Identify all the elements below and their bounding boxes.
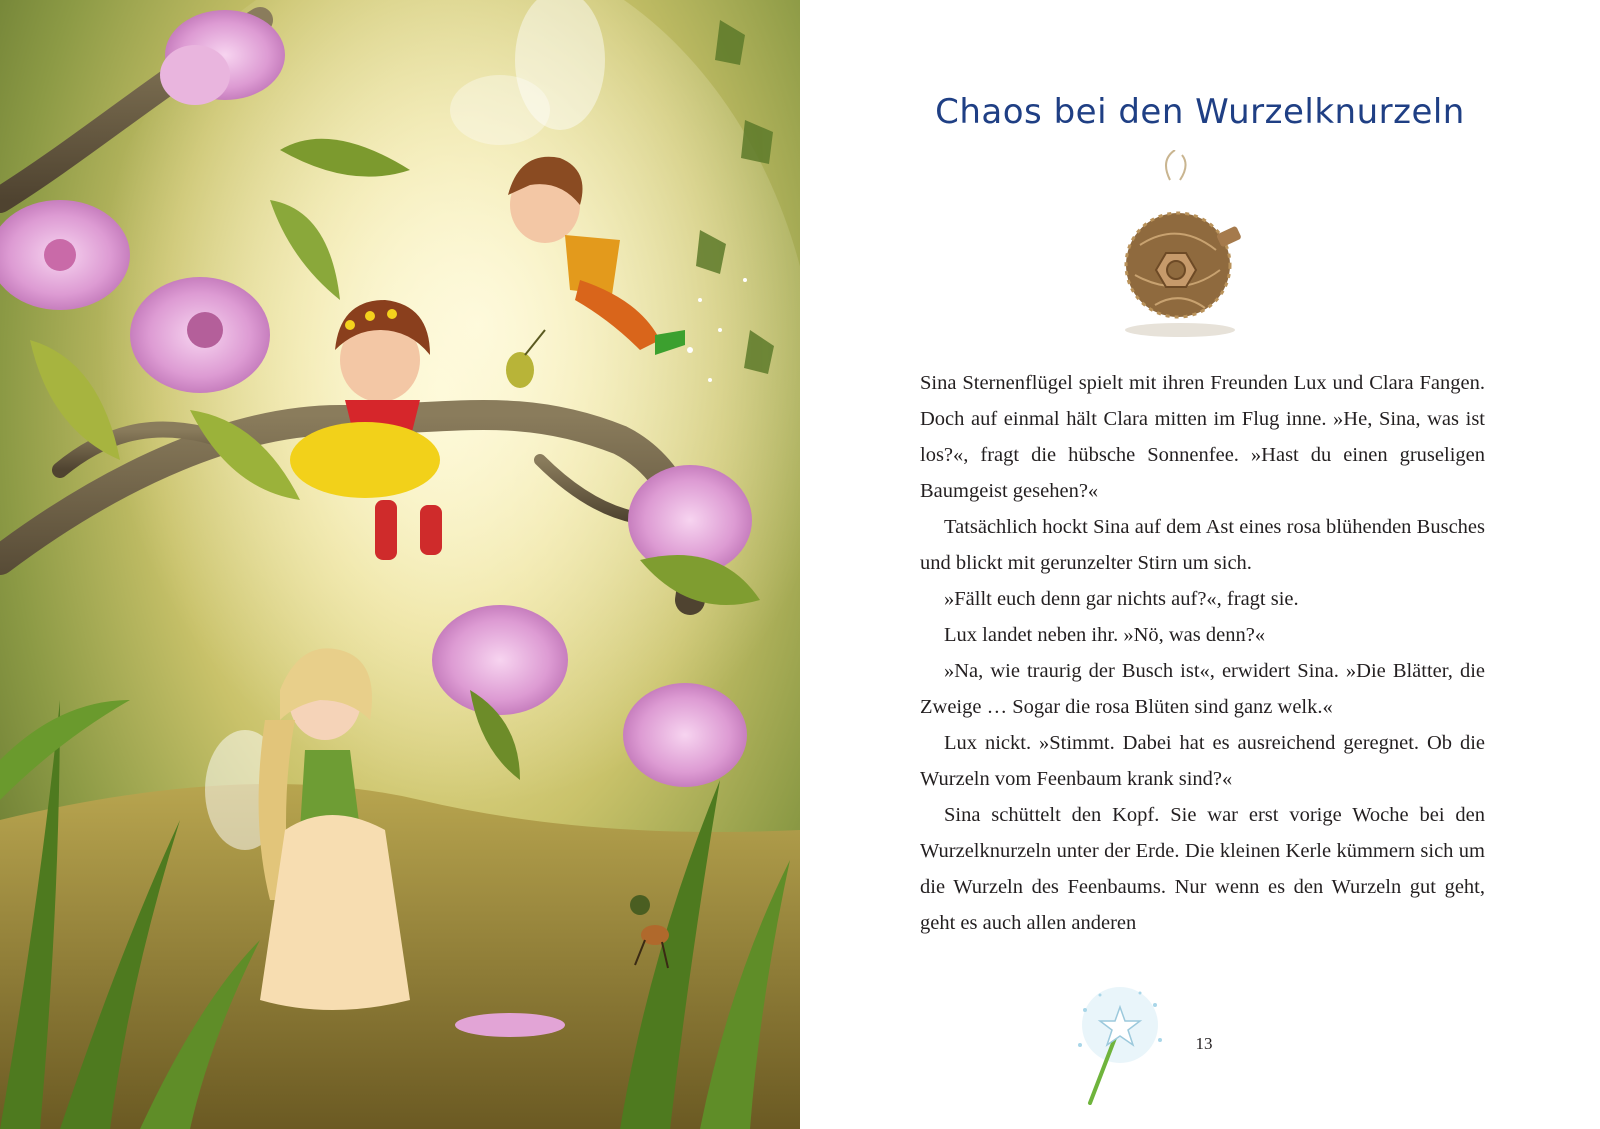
flower-middle-left	[130, 277, 270, 393]
chapter-title: Chaos bei den Wurzelknurzeln	[935, 92, 1465, 132]
paragraph: Tatsächlich hockt Sina auf dem Ast eines rosa blühenden Busches und blickt mit gerunzelter Stirn um sich.	[920, 516, 1485, 574]
flower-lower-right	[623, 683, 747, 787]
paragraph: Sina Sternenflügel spielt mit ihren Freunden Lux und Clara Fangen. Doch auf einmal hält Clara mitten im Flug inne. »He, Sina, was ist los?«, fragt die hübsche Sonnenfee. »Hast du einen gruseligen Baumgeist gesehen?«	[920, 372, 1485, 502]
paragraph: »Fällt euch denn gar nichts auf?«, fragt sie.	[944, 588, 1299, 610]
page-number: 13	[1195, 1034, 1213, 1053]
paragraph: Lux nickt. »Stimmt. Dabei hat es ausreichend geregnet. Ob die Wurzeln vom Feenbaum krank sind?«	[920, 732, 1485, 790]
flower-center	[432, 605, 568, 715]
text-page	[800, 0, 1600, 1129]
fallen-petal	[455, 1013, 565, 1037]
paragraph: »Na, wie traurig der Busch ist«, erwidert Sina. »Die Blätter, die Zweige … Sogar die rosa Blüten sind ganz welk.«	[920, 660, 1485, 718]
magic-wand-icon	[1045, 985, 1195, 1105]
paragraph: Sina schüttelt den Kopf. Sie war erst vorige Woche bei den Wurzelknurzeln unter der Erde. Die kleinen Kerle kümmern sich um die Wurzeln des Feenbaums. Nur wenn es den Wurzeln gut geht, geht es auch allen anderen	[920, 804, 1485, 934]
story-text	[920, 365, 1485, 941]
paragraph: Lux landet neben ihr. »Nö, was denn?«	[944, 624, 1266, 646]
root-ball-with-nut-icon	[1100, 150, 1260, 340]
